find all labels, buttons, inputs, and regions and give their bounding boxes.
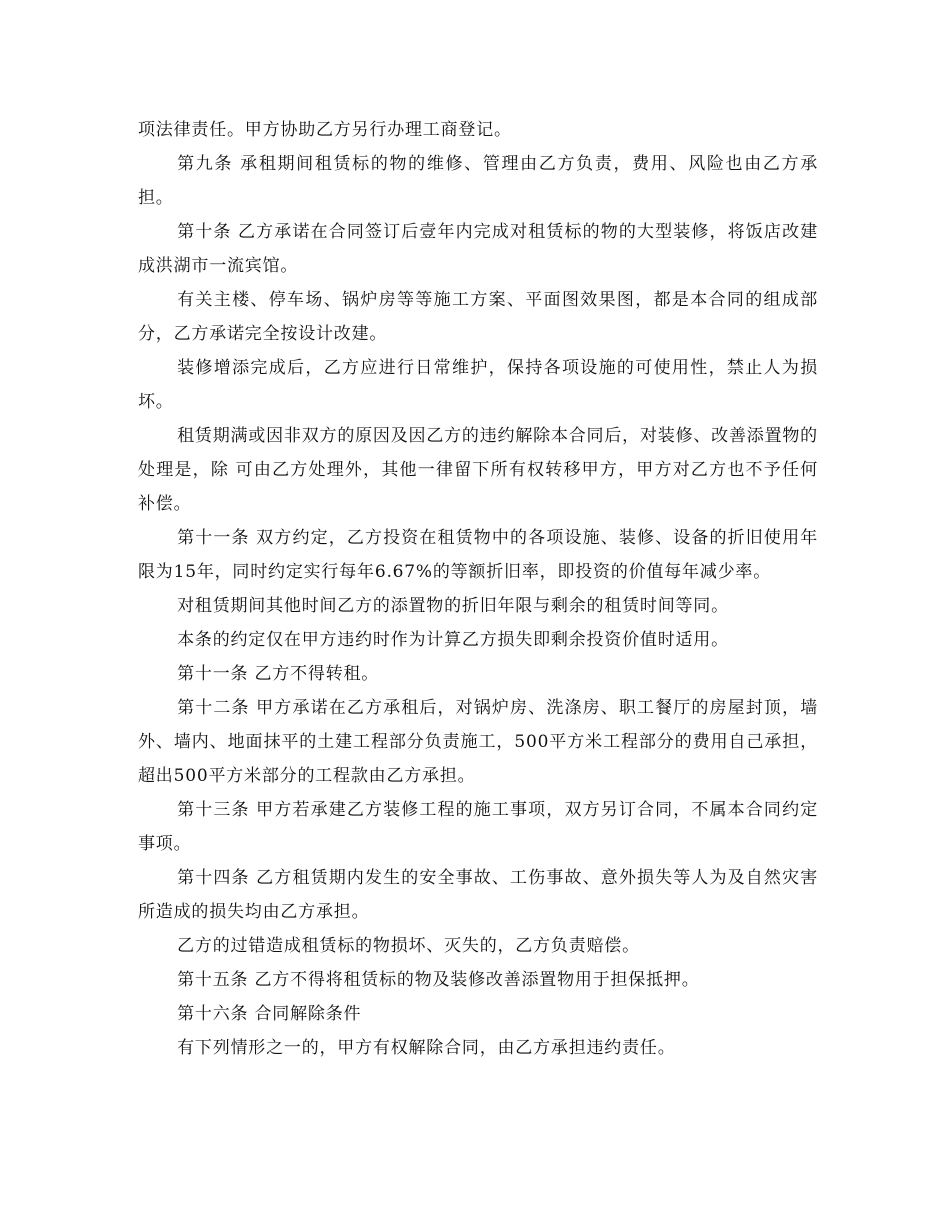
paragraph-article-10: 第十条 乙方承诺在合同签订后壹年内完成对租赁标的物的大型装修，将饭店改建成洪湖市一流宾馆。 — [138, 222, 818, 276]
paragraph-article-9: 第九条 承租期间租赁标的物的维修、管理由乙方负责，费用、风险也由乙方承担。 — [138, 154, 818, 208]
document-body — [138, 113, 818, 1065]
paragraph-damage-compensation: 乙方的过错造成租赁标的物损坏、灭失的，乙方负责赔偿。 — [177, 936, 640, 956]
paragraph-termination-rights: 有下列情形之一的，甲方有权解除合同，由乙方承担违约责任。 — [177, 1038, 676, 1058]
paragraph-article-14: 第十四条 乙方租赁期内发生的安全事故、工伤事故、意外损失等人为及自然灾害所造成的损失均由乙方承担。 — [138, 868, 818, 922]
paragraph-article-12: 第十二条 甲方承诺在乙方承租后，对锅炉房、洗涤房、职工餐厅的房屋封顶，墙外、墙内、地面抹平的土建工程部分负责施工，500平方米工程部分的费用自己承担，超出500平方米部分的工程款由乙方承担。 — [138, 698, 818, 786]
paragraph-depreciation-period: 对租赁期间其他时间乙方的添置物的折旧年限与剩余的租赁时间等同。 — [177, 596, 729, 616]
paragraph-article-15: 第十五条 乙方不得将租赁标的物及装修改善添置物用于担保抵押。 — [177, 970, 700, 990]
paragraph-continuation: 项法律责任。甲方协助乙方另行办理工商登记。 — [138, 120, 512, 140]
paragraph-maintenance: 装修增添完成后，乙方应进行日常维护，保持各项设施的可使用性，禁止人为损坏。 — [138, 358, 818, 412]
paragraph-article-11-depreciation: 第十一条 双方约定，乙方投资在租赁物中的各项设施、装修、设备的折旧使用年限为15年，同时约定实行每年6.67%的等额折旧率，即投资的价值每年减少率。 — [138, 528, 818, 582]
paragraph-lease-expiry: 租赁期满或因非双方的原因及因乙方的违约解除本合同后，对装修、改善添置物的处理是，除 可由乙方处理外，其他一律留下所有权转移甲方，甲方对乙方也不予任何补偿。 — [138, 426, 818, 514]
paragraph-article-16: 第十六条 合同解除条件 — [177, 1004, 362, 1024]
paragraph-article-13: 第十三条 甲方若承建乙方装修工程的施工事项，双方另订合同，不属本合同约定事项。 — [138, 800, 818, 854]
paragraph-applicability: 本条的约定仅在甲方违约时作为计算乙方损失即剩余投资价值时适用。 — [177, 630, 729, 650]
paragraph-article-11-sublease: 第十一条 乙方不得转租。 — [177, 664, 380, 684]
paragraph-construction-plans: 有关主楼、停车场、锅炉房等等施工方案、平面图效果图，都是本合同的组成部分，乙方承诺完全按设计改建。 — [138, 290, 818, 344]
